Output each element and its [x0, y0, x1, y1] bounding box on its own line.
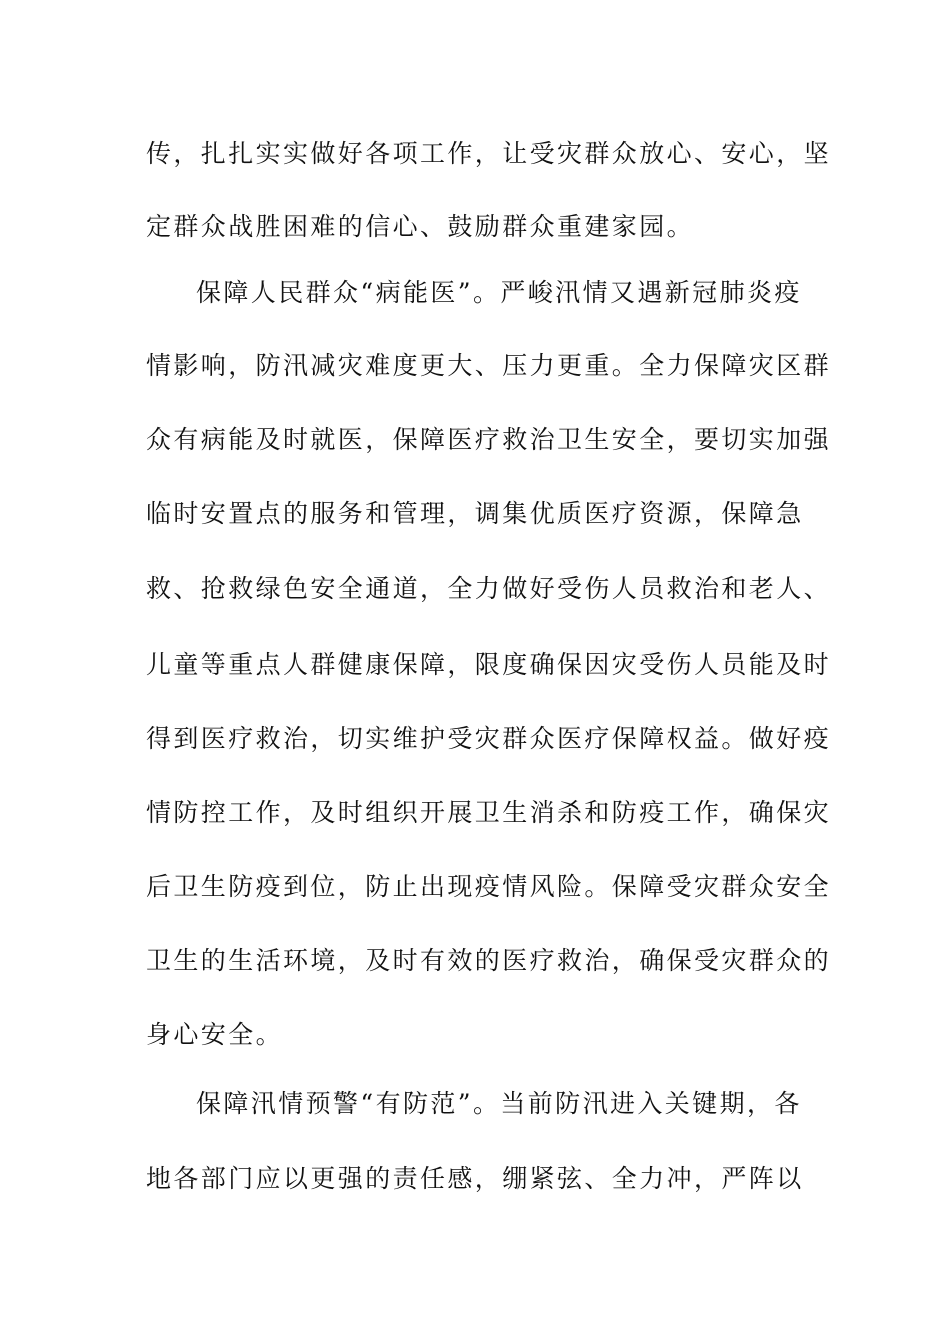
text-line-10: 情防控工作，及时组织开展卫生消杀和防疫工作，确保灾: [146, 798, 832, 827]
text-line-4: 情影响，防汛减灾难度更大、压力更重。全力保障灾区群: [146, 351, 832, 380]
text-line-8: 儿童等重点人群健康保障，限度确保因灾受伤人员能及时: [146, 650, 832, 679]
text-line-13: 身心安全。: [146, 1020, 284, 1049]
paragraph-2-heading-line: 保障人民群众“病能医”。严峻汛情又遇新冠肺炎疫: [196, 278, 802, 307]
text-line-9: 得到医疗救治，切实维护受灾群众医疗保障权益。做好疫: [146, 724, 832, 753]
text-line-15: 地各部门应以更强的责任感，绷紧弦、全力冲，严阵以: [146, 1164, 804, 1193]
text-line-6: 临时安置点的服务和管理，调集优质医疗资源，保障急: [146, 499, 804, 528]
text-line-11: 后卫生防疫到位，防止出现疫情风险。保障受灾群众安全: [146, 872, 832, 901]
text-line-2: 定群众战胜困难的信心、鼓励群众重建家园。: [146, 212, 695, 241]
text-line-12: 卫生的生活环境，及时有效的医疗救治，确保受灾群众的: [146, 946, 832, 975]
paragraph-3-heading-line: 保障汛情预警“有防范”。当前防汛进入关键期，各: [196, 1089, 802, 1118]
text-line-5: 众有病能及时就医，保障医疗救治卫生安全，要切实加强: [146, 425, 832, 454]
text-line-7: 救、抢救绿色安全通道，全力做好受伤人员救治和老人、: [146, 574, 832, 603]
text-line-1: 传，扎扎实实做好各项工作，让受灾群众放心、安心，坚: [146, 139, 832, 168]
